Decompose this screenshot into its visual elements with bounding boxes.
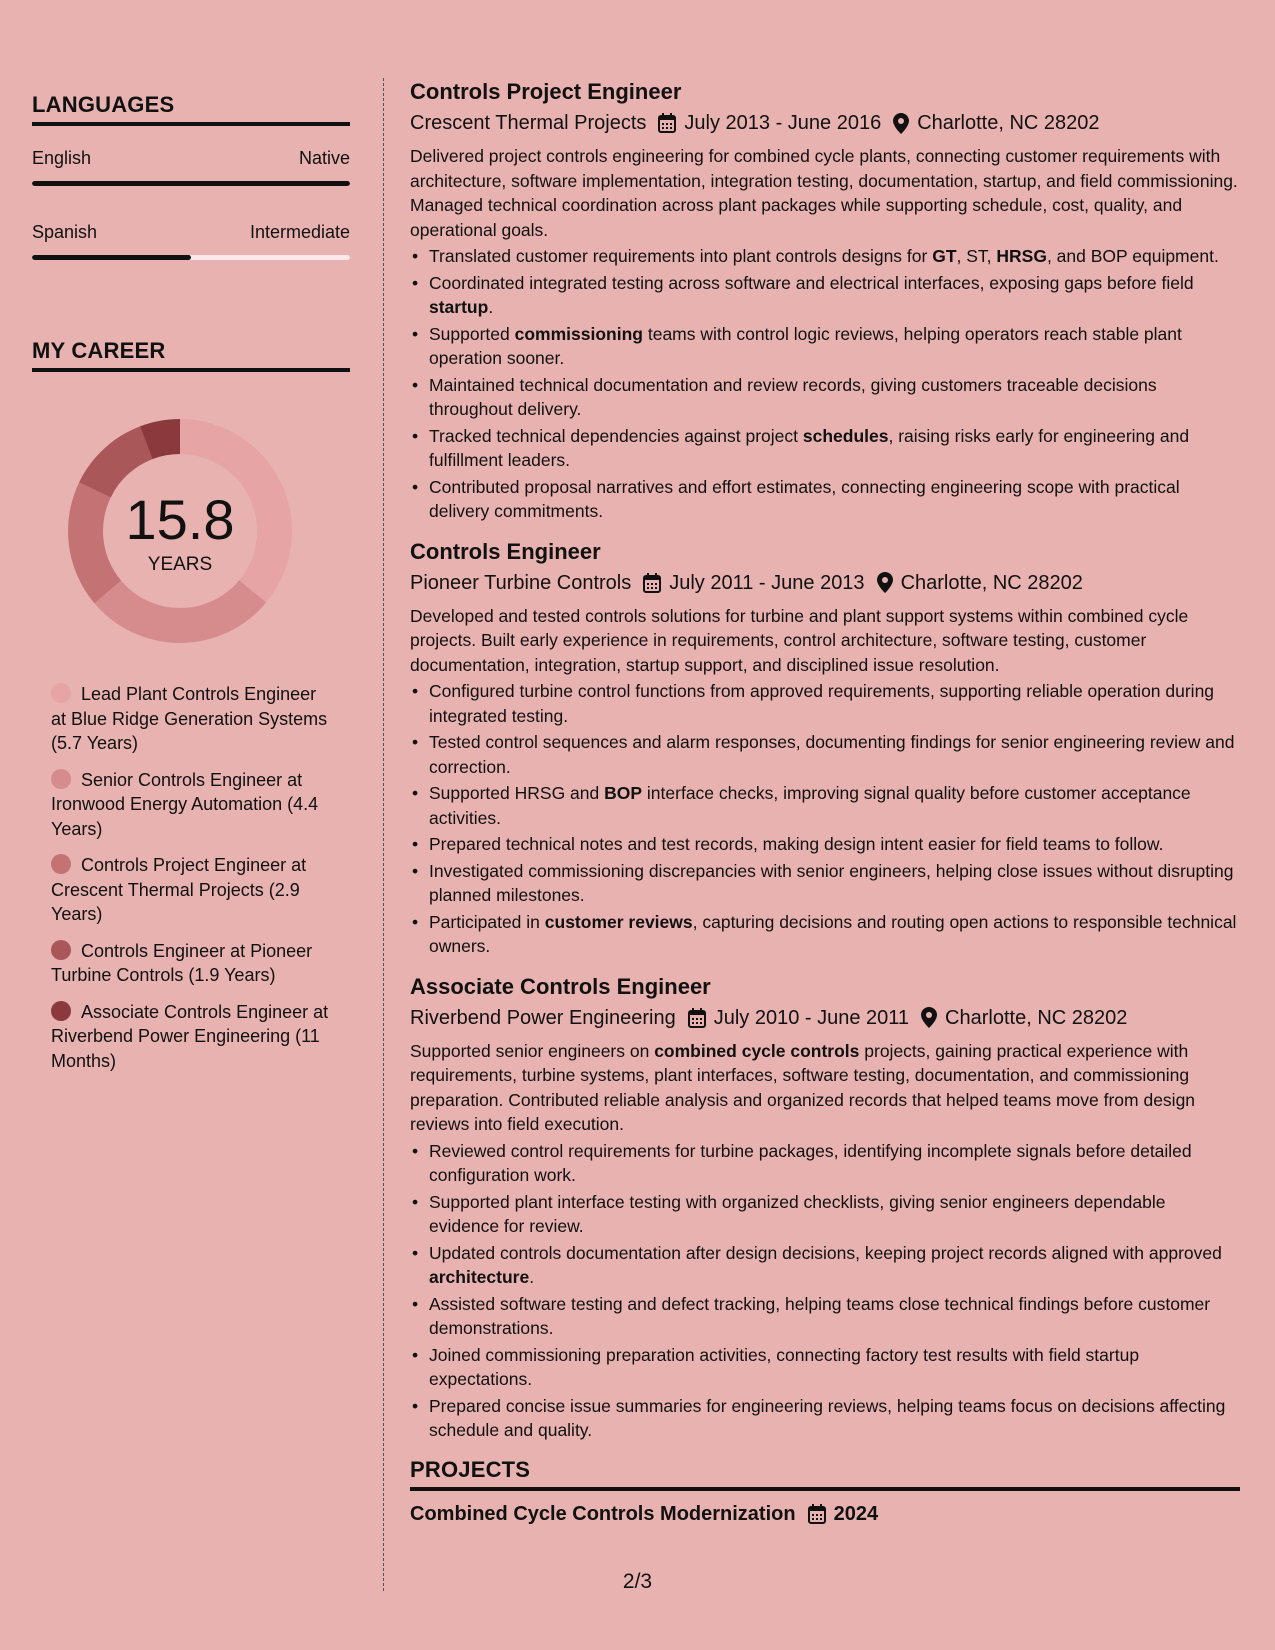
text-run: Coordinated integrated testing across software and electrical interfaces, exposing gaps before field <box>429 272 1194 293</box>
bullet-item <box>410 1190 1240 1239</box>
page-number: 2/3 <box>622 1570 653 1593</box>
language-row <box>32 222 350 243</box>
languages-list <box>32 148 350 260</box>
main-content <box>410 78 1240 1526</box>
bullet-item <box>410 1139 1240 1188</box>
text-run: Supported senior engineers on <box>410 1040 655 1061</box>
language-level: Native <box>298 148 350 168</box>
project-year: 2024 <box>833 1502 879 1525</box>
column-divider <box>383 78 384 1591</box>
job-entry <box>410 973 1240 1443</box>
languages-section <box>32 92 350 260</box>
bullet-item <box>410 373 1240 422</box>
job-bullets <box>410 1139 1240 1443</box>
job-description <box>410 144 1240 242</box>
text-run: Updated controls documentation after design decisions, keeping project records aligned with approved <box>429 1242 1222 1263</box>
text-run: , ST, <box>956 246 997 266</box>
bullet-item <box>410 859 1240 908</box>
text-run: Tested control sequences and alarm responses, documenting findings for senior engineering review and correction. <box>429 732 1235 777</box>
text-run: teams with control logic reviews, helping operators reach stable plant operation sooner. <box>429 323 1182 368</box>
career-legend <box>51 682 331 1073</box>
job-dates: July 2010 - June 2011 <box>713 1006 910 1029</box>
map-pin-icon <box>893 113 909 134</box>
bullet-item <box>410 244 1240 269</box>
bold-text: combined cycle controls <box>654 1040 860 1061</box>
calendar-icon <box>688 1008 706 1028</box>
projects-list <box>410 1503 1240 1526</box>
project-item <box>410 1503 1240 1526</box>
text-run: Maintained technical documentation and review records, giving customers traceable decisions throughout delivery. <box>429 374 1157 419</box>
language-level-fill <box>32 255 191 260</box>
total-years-unit: YEARS <box>147 554 213 575</box>
bullet-item <box>410 424 1240 473</box>
text-run: . <box>529 1267 535 1287</box>
company-name: Crescent Thermal Projects <box>410 112 647 134</box>
text-run: Prepared concise issue summaries for engineering reviews, helping teams focus on decisions affecting schedule and quality. <box>429 1395 1226 1440</box>
language-name: Spanish <box>32 222 98 242</box>
job-dates: July 2013 - June 2016 <box>684 112 882 134</box>
languages-heading: LANGUAGES <box>32 92 350 126</box>
text-run: Joined commissioning preparation activities, connecting factory test results with field startup expectations. <box>429 1344 1140 1389</box>
job-entry <box>410 538 1240 959</box>
bullet-item <box>410 1343 1240 1392</box>
job-description <box>410 604 1240 678</box>
legend-color-dot <box>51 683 71 703</box>
company-name: Pioneer Turbine Controls <box>410 571 632 594</box>
projects-heading: PROJECTS <box>410 1457 1240 1491</box>
legend-label: Lead Plant Controls Engineer at Blue Ridge Generation Systems (5.7 Years) <box>51 684 328 753</box>
bullet-item <box>410 1241 1240 1290</box>
job-title: Controls Project Engineer <box>410 79 682 104</box>
job-description <box>410 1039 1240 1137</box>
bold-text: startup <box>429 297 489 317</box>
company-name: Riverbend Power Engineering <box>410 1006 676 1029</box>
language-level: Intermediate <box>249 222 350 242</box>
job-meta <box>410 570 1240 596</box>
legend-color-dot <box>51 1001 71 1021</box>
map-pin-icon <box>877 572 893 593</box>
calendar-icon <box>658 113 676 133</box>
sidebar <box>32 92 350 1085</box>
job-bullets <box>410 679 1240 959</box>
bullet-item <box>410 322 1240 371</box>
bullet-item <box>410 271 1240 320</box>
language-level-bar <box>32 255 350 260</box>
text-run: Supported HRSG and <box>429 783 605 803</box>
text-run: Reviewed control requirements for turbine packages, identifying incomplete signals before detailed configuration work. <box>429 1140 1192 1185</box>
bullet-item <box>410 679 1240 728</box>
bullet-item <box>410 730 1240 779</box>
calendar-icon <box>643 573 661 593</box>
bullet-item <box>410 475 1240 524</box>
job-location: Charlotte, NC 28202 <box>917 112 1100 134</box>
text-run: Supported <box>429 323 515 344</box>
text-run: Investigated commissioning discrepancies with senior engineers, helping close issues without disrupting planned milestones. <box>429 860 1234 905</box>
career-section <box>32 338 350 1073</box>
legend-label: Controls Project Engineer at Crescent Thermal Projects (2.9 Years) <box>51 855 307 924</box>
job-dates: July 2011 - June 2013 <box>669 571 865 594</box>
job-bullets <box>410 244 1240 524</box>
career-legend-item <box>51 768 331 842</box>
legend-color-dot <box>51 769 71 789</box>
projects-section <box>410 1457 1240 1526</box>
career-heading: MY CAREER <box>32 338 350 372</box>
legend-color-dot <box>51 940 71 960</box>
text-run: Developed and tested controls solutions for turbine and plant support systems within combined cycle projects. Built early experience in requirements, control architecture, software testing, customer documentation, integration, startup support, and disciplined issue resolution. <box>410 605 1189 675</box>
career-legend-item <box>51 853 331 927</box>
language-item <box>32 222 350 260</box>
text-run: Participated in <box>429 911 545 932</box>
text-run: Contributed proposal narratives and effort estimates, connecting engineering scope with practical delivery commitments. <box>429 476 1180 521</box>
text-run: Prepared technical notes and test records, making design intent easier for field teams to follow. <box>429 834 1164 854</box>
legend-color-dot <box>51 854 71 874</box>
calendar-icon <box>808 1504 826 1524</box>
text-run: , raising risks early for engineering and fulfillment leaders. <box>429 425 1190 470</box>
language-level-bar <box>32 181 350 186</box>
experience-list <box>410 78 1240 1443</box>
job-title: Associate Controls Engineer <box>410 973 711 999</box>
text-run: . <box>488 297 494 317</box>
text-run: Translated customer requirements into plant controls designs for <box>429 246 933 266</box>
bold-text: BOP <box>604 783 643 803</box>
bold-text: HRSG <box>996 246 1047 266</box>
bold-text: GT <box>932 246 957 266</box>
map-pin-icon <box>921 1007 937 1028</box>
bold-text: architecture <box>429 1267 530 1287</box>
text-run: Delivered project controls engineering for combined cycle plants, connecting customer requirements with architecture, software implementation, integration testing, documentation, startup, and field commissioning. Managed technical coordination across plant packages while supporting schedule, cost, quality, and operational goals. <box>410 146 1238 240</box>
text-run: Configured turbine control functions from approved requirements, supporting reliable operation during integrated testing. <box>429 681 1215 726</box>
career-legend-item <box>51 1000 331 1074</box>
text-run: Supported plant interface testing with organized checklists, giving senior engineers dependable evidence for review. <box>429 1191 1166 1236</box>
job-entry <box>410 78 1240 524</box>
career-legend-item <box>51 682 331 756</box>
job-title: Controls Engineer <box>410 538 601 564</box>
donut-center <box>65 416 295 646</box>
text-run: , and BOP equipment. <box>1046 246 1219 266</box>
legend-label: Associate Controls Engineer at Riverbend Power Engineering (11 Months) <box>51 1001 329 1071</box>
bold-text: schedules <box>802 425 889 446</box>
bold-text: commissioning <box>514 323 643 344</box>
language-level-fill <box>32 181 350 186</box>
job-location: Charlotte, NC 28202 <box>945 1006 1128 1029</box>
text-run: interface checks, improving signal quality before customer acceptance activities. <box>429 783 1191 828</box>
career-donut-chart <box>65 416 295 646</box>
legend-label: Senior Controls Engineer at Ironwood Energy Automation (4.4 Years) <box>51 769 319 839</box>
language-name: English <box>32 148 92 168</box>
language-row <box>32 148 350 169</box>
bullet-item <box>410 832 1240 857</box>
bullet-item <box>410 910 1240 959</box>
job-meta <box>410 110 1240 136</box>
bullet-item <box>410 1292 1240 1341</box>
career-legend-item <box>51 939 331 988</box>
job-location: Charlotte, NC 28202 <box>900 571 1083 594</box>
total-years-value: 15.8 <box>125 488 235 551</box>
text-run: Tracked technical dependencies against project <box>429 425 803 446</box>
text-run: Assisted software testing and defect tracking, helping teams close technical findings before customer demonstrations. <box>429 1293 1211 1338</box>
bold-text: customer reviews <box>544 911 693 932</box>
text-run: projects, gaining practical experience with requirements, turbine systems, plant interfaces, software testing, documentation, and commissioning preparation. Contributed reliable analysis and organized records that helped teams move from design reviews into field execution. <box>410 1040 1196 1134</box>
language-item <box>32 148 350 186</box>
job-meta <box>410 1005 1240 1031</box>
bullet-item <box>410 1394 1240 1443</box>
legend-label: Controls Engineer at Pioneer Turbine Controls (1.9 Years) <box>51 940 313 985</box>
text-run: , capturing decisions and routing open actions to responsible technical owners. <box>429 911 1237 956</box>
project-name: Combined Cycle Controls Modernization <box>410 1502 796 1525</box>
bullet-item <box>410 781 1240 830</box>
